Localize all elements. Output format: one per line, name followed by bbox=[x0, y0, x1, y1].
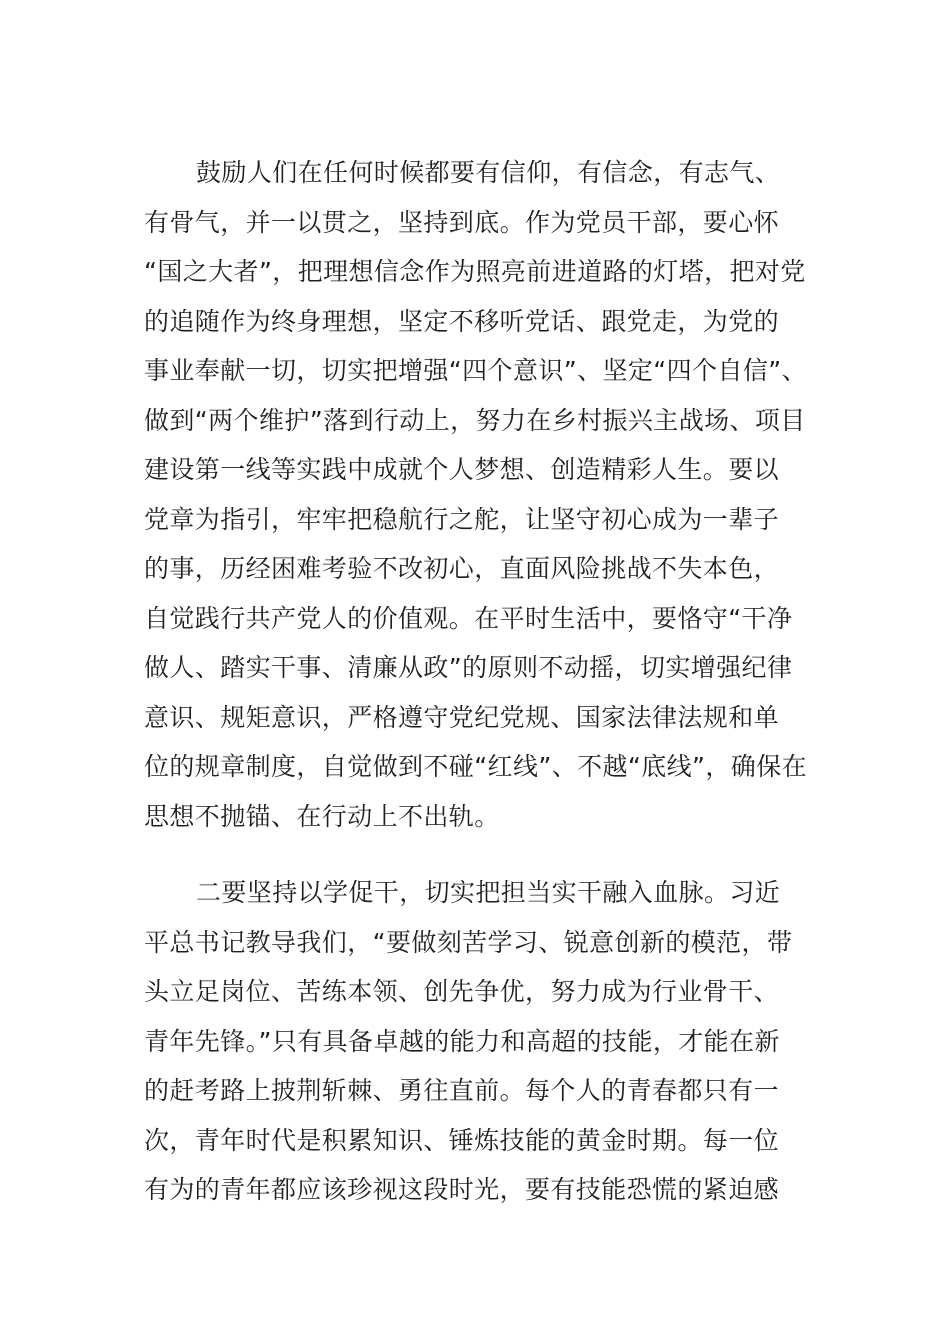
paragraph-line: 的追随作为终身理想，坚定不移听党话、跟党走，为党的 bbox=[144, 306, 780, 336]
paragraph-line: 做到“两个维护”落到行动上，努力在乡村振兴主战场、项目 bbox=[144, 405, 806, 435]
paragraph-line: 有骨气，并一以贯之，坚持到底。作为党员干部，要心怀 bbox=[144, 207, 780, 237]
paragraph-line: 位的规章制度，自觉做到不碰“红线”、不越“底线”，确保在 bbox=[144, 752, 808, 781]
paragraph-line: 二要坚持以学促干，切实把担当实干融入血脉。习近 bbox=[196, 878, 781, 907]
paragraph-line: 思想不抛锚、在行动上不出轨。 bbox=[144, 801, 500, 831]
paragraph-line: 的事，历经困难考验不改初心，直面风险挑战不失本色， bbox=[144, 554, 780, 583]
paragraph-line: 建设第一线等实践中成就个人梦想、创造精彩人生。要以 bbox=[144, 455, 780, 484]
paragraph-line: 做人、踏实干事、清廉从政”的原则不动摇，切实增强纪律 bbox=[144, 653, 793, 682]
paragraph-line: 平总书记教导我们，“要做刻苦学习、锐意创新的模范，带 bbox=[144, 927, 793, 957]
paragraph-line: 青年先锋。”只有具备卓越的能力和高超的技能，才能在新 bbox=[144, 1026, 780, 1056]
paragraph-line: 事业奉献一切，切实把增强“四个意识”、坚定“四个自信”、 bbox=[144, 356, 808, 385]
paragraph-line: 自觉践行共产党人的价值观。在平时生活中，要恪守“干净 bbox=[144, 603, 793, 633]
paragraph-line: 意识、规矩意识，严格遵守党纪党规、国家法律法规和单 bbox=[144, 702, 780, 732]
paragraph-line: 鼓励人们在任何时候都要有信仰，有信念，有志气、 bbox=[196, 158, 781, 187]
paragraph-1 bbox=[144, 148, 824, 841]
paragraph-line: 党章为指引，牢牢把稳航行之舵，让坚守初心成为一辈子 bbox=[144, 504, 780, 534]
paragraph-line: 次，青年时代是积累知识、锤炼技能的黄金时期。每一位 bbox=[144, 1125, 780, 1155]
paragraph-line: 头立足岗位、苦练本领、创先争优，努力成为行业骨干、 bbox=[144, 977, 780, 1006]
paragraph-line: “国之大者”，把理想信念作为照亮前进道路的灯塔，把对党 bbox=[144, 257, 806, 286]
paragraph-line: 有为的青年都应该珍视这段时光，要有技能恐慌的紧迫感 bbox=[144, 1175, 780, 1204]
paragraph-line: 的赶考路上披荆斩棘、勇往直前。每个人的青春都只有一 bbox=[144, 1076, 780, 1105]
paragraph-2 bbox=[144, 868, 824, 1215]
